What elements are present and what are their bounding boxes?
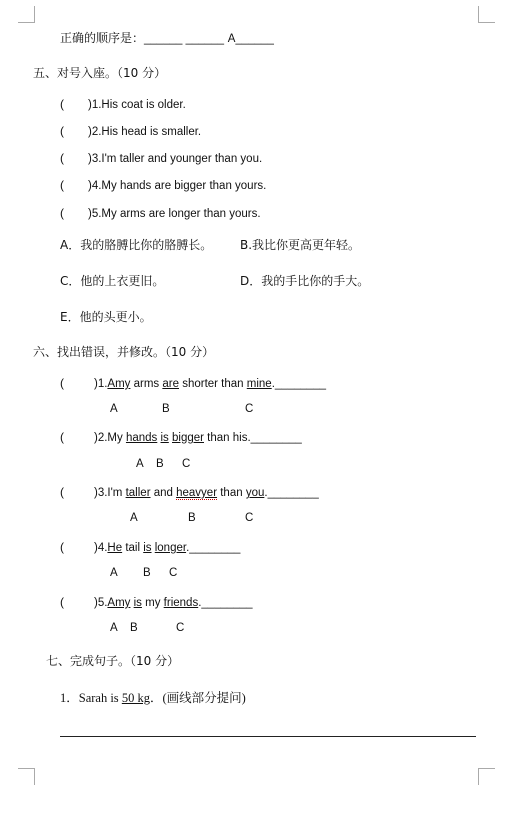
item-text: )5.My arms are longer than yours. bbox=[88, 208, 261, 220]
letter-c: C bbox=[245, 403, 254, 415]
underlined-word-b: is bbox=[133, 597, 142, 609]
letter-a: A bbox=[110, 403, 118, 415]
underlined-word-c: you bbox=[245, 487, 265, 499]
item-text: . bbox=[271, 378, 275, 390]
option-a: A．我的胳膊比你的胳膊长。 bbox=[60, 238, 213, 252]
page-corner-mark bbox=[478, 768, 495, 785]
item-text: )2.His head is smaller. bbox=[88, 126, 202, 138]
answer-paren: ( bbox=[60, 540, 64, 554]
answer-blank: ________ bbox=[201, 597, 253, 609]
section5-title: 五、对号入座。（10 分） bbox=[33, 66, 167, 80]
underlined-word-c: mine bbox=[246, 378, 272, 390]
question-instruction: ．(画线部分提问) bbox=[149, 691, 246, 705]
s6-item-4 bbox=[60, 540, 240, 554]
underlined-word-b: is bbox=[160, 432, 169, 444]
letter-c: C bbox=[245, 512, 254, 524]
question-text: 1．Sarah is bbox=[60, 691, 122, 705]
letter-c: C bbox=[176, 622, 185, 634]
s6-item-2 bbox=[60, 430, 302, 444]
underlined-word-a: taller bbox=[125, 487, 151, 499]
item-text: my bbox=[141, 597, 164, 609]
item-text: arms bbox=[130, 378, 163, 390]
order-blanks: ______ ______ bbox=[144, 33, 224, 45]
item-text: . bbox=[198, 597, 202, 609]
letter-a: A bbox=[130, 512, 138, 524]
section6-title: 六、找出错误，并修改。（10 分） bbox=[33, 345, 215, 359]
underlined-part: 50 kg bbox=[121, 691, 150, 705]
underlined-word-c: longer bbox=[154, 542, 187, 554]
answer-paren: ( bbox=[60, 376, 64, 390]
letter-b: B bbox=[162, 403, 170, 415]
answer-paren: ( bbox=[60, 151, 64, 165]
section7-title: 七、完成句子。（10 分） bbox=[46, 654, 180, 668]
answer-blank: ________ bbox=[250, 432, 302, 444]
s7-question-1 bbox=[60, 688, 246, 706]
item-text: )4.My hands are bigger than yours. bbox=[88, 180, 267, 192]
item-text: )3.I'm taller and younger than you. bbox=[88, 153, 263, 165]
option-c: C．他的上衣更旧。 bbox=[60, 274, 165, 288]
item-text: shorter than bbox=[179, 378, 247, 390]
answer-paren: ( bbox=[60, 97, 64, 111]
page-corner-mark bbox=[18, 768, 35, 785]
s6-item-1 bbox=[60, 376, 326, 390]
item-prefix: )3.I'm bbox=[94, 487, 126, 499]
answer-blank: ________ bbox=[267, 487, 319, 499]
order-answer: A______ bbox=[227, 33, 274, 45]
letter-c: C bbox=[182, 458, 191, 470]
item-prefix: )1. bbox=[94, 378, 108, 390]
s6-item-3 bbox=[60, 485, 319, 499]
order-line bbox=[60, 29, 274, 46]
item-prefix: )2.My bbox=[94, 432, 126, 444]
underlined-word-c: bigger bbox=[172, 432, 204, 444]
item-text: . bbox=[264, 487, 268, 499]
underlined-word-b: heavyer bbox=[176, 487, 218, 499]
letter-c: C bbox=[169, 567, 178, 579]
letter-b: B bbox=[130, 622, 138, 634]
answer-paren: ( bbox=[60, 206, 64, 220]
s6-item-5 bbox=[60, 595, 253, 609]
s5-item-5 bbox=[60, 206, 261, 220]
underlined-word-a: Amy bbox=[107, 378, 131, 390]
page-corner-mark bbox=[478, 6, 495, 23]
page-corner-mark bbox=[18, 6, 35, 23]
underlined-word-c: friends bbox=[163, 597, 199, 609]
option-d: D．我的手比你的手大。 bbox=[240, 274, 370, 288]
item-text: than bbox=[217, 487, 246, 499]
item-prefix: )4. bbox=[94, 542, 108, 554]
s5-item-4 bbox=[60, 178, 266, 192]
item-text: . bbox=[186, 542, 190, 554]
item-text: than his. bbox=[203, 432, 251, 444]
option-e: E．他的头更小。 bbox=[60, 310, 152, 324]
letter-a: A bbox=[110, 622, 118, 634]
letter-b: B bbox=[156, 458, 164, 470]
answer-blank: ________ bbox=[274, 378, 327, 390]
letter-a: A bbox=[136, 458, 144, 470]
underlined-word-a: hands bbox=[125, 432, 158, 444]
answer-paren: ( bbox=[60, 178, 64, 192]
item-prefix: )5. bbox=[94, 597, 108, 609]
letter-a: A bbox=[110, 567, 118, 579]
s5-item-2 bbox=[60, 124, 201, 138]
underlined-word-b: are bbox=[162, 378, 179, 390]
underlined-word-b: is bbox=[143, 542, 152, 554]
s5-item-3 bbox=[60, 151, 262, 165]
item-text: tail bbox=[122, 542, 144, 554]
letter-b: B bbox=[188, 512, 196, 524]
answer-paren: ( bbox=[60, 124, 64, 138]
order-label: 正确的顺序是： bbox=[60, 31, 145, 45]
underlined-word-a: He bbox=[107, 542, 123, 554]
answer-paren: ( bbox=[60, 485, 64, 499]
s5-item-1 bbox=[60, 97, 186, 111]
underlined-word-a: Amy bbox=[107, 597, 131, 609]
letter-b: B bbox=[143, 567, 151, 579]
answer-blank: ________ bbox=[189, 542, 241, 554]
answer-line bbox=[60, 736, 476, 737]
answer-paren: ( bbox=[60, 430, 64, 444]
option-b: B.我比你更高更年轻。 bbox=[240, 238, 361, 252]
answer-paren: ( bbox=[60, 595, 64, 609]
item-text: and bbox=[150, 487, 177, 499]
item-text: )1.His coat is older. bbox=[88, 99, 186, 111]
